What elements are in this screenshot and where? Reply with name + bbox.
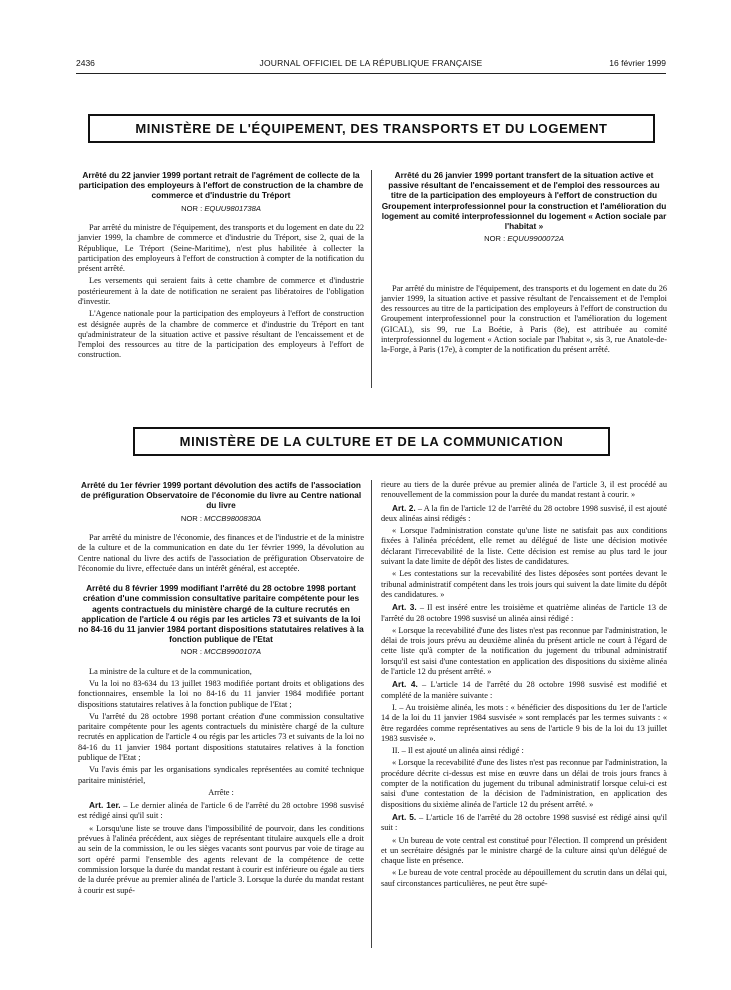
- paragraph: Par arrêté du ministre de l'équipement, des transports et du logement en date du 22 janvier 1999, la chambre de commerce et d'industrie du Tréport, sise 2, quai de la République, Le Tréport (Seine-Maritime), n'est plus habilitée à collecter la participation des employeurs à l'effort de construction à compter de la notification du présent arrêté.: [78, 222, 364, 274]
- column-left-culture: [78, 480, 364, 898]
- journal-title: JOURNAL OFFICIEL DE LA RÉPUBLIQUE FRANÇAISE: [259, 58, 483, 68]
- paragraph: II. – Il est ajouté un alinéa ainsi rédigé :: [392, 746, 524, 756]
- article-title: Arrêté du 1er février 1999 portant dévolution des actifs de l'association de préfiguration Observatoire de l'économie du livre au Centre national du livre: [80, 480, 362, 511]
- paragraph: Par arrêté du ministre de l'économie, des finances et de l'industrie et de la ministre de la culture et de la communication en date du 1er février 1999, la dévolution au Centre national du livre des actifs de l'association de préfiguration Observatoire de l'économie du livre, effectuée dans un intérêt général, est acceptée.: [78, 532, 364, 573]
- article-3: Art. 3. – Il est inséré entre les troisième et quatrième alinéas de l'article 13 de l'arrêté du 28 octobre 1998 susvisé un alinéa ainsi rédigé :: [381, 602, 667, 623]
- article-title: Arrêté du 22 janvier 1999 portant retrait de l'agrément de collecte de la participation des employeurs à l'effort de construction de la chambre de commerce et d'industrie du Tréport: [78, 170, 364, 201]
- ministry-banner-culture: MINISTÈRE DE LA CULTURE ET DE LA COMMUNICATION: [133, 427, 610, 456]
- ministry-banner-equipement: MINISTÈRE DE L'ÉQUIPEMENT, DES TRANSPORTS ET DU LOGEMENT: [88, 114, 655, 143]
- paragraph: Vu l'arrêté du 28 octobre 1998 portant création d'une commission consultative paritaire compétente pour les agents contractuels du ministère chargé de la culture recrutés en application de l'article 4 ou régis par les articles 73 et suivants de la loi no 84-16 du 11 janvier 1984 portant dispositions statutaires relatives à la fonction publique de l'Etat ;: [78, 711, 364, 762]
- paragraph: Vu l'avis émis par les organisations syndicales représentées au comité technique paritaire ministériel,: [78, 765, 364, 785]
- paragraph: Vu la loi no 83-634 du 13 juillet 1983 modifiée portant droits et obligations des fonctionnaires, ensemble la loi no 84-16 du 11 janvier 1984 modifiée portant dispositions statutaires relatives à la fonction publique de l'Etat ;: [78, 678, 364, 709]
- article-transfert-situation: [381, 170, 667, 358]
- issue-date: 16 février 1999: [609, 58, 666, 68]
- article-5: Art. 5. – L'article 16 de l'arrêté du 28 octobre 1998 susvisé est rédigé ainsi qu'il suit :: [381, 811, 668, 833]
- column-right-culture: [381, 480, 667, 891]
- article-title: Arrêté du 8 février 1999 modifiant l'arrêté du 28 octobre 1998 portant création d'une commission consultative paritaire compétente pour les agents contractuels du ministère chargé de la culture recrutés en application de l'article 4 ou régis par les articles 73 et suivants de la loi no 84-16 du 11 janvier 1984 portant dispositions statutaires relatives à la fonction publique de l'Etat: [78, 583, 364, 645]
- quote-paragraph: « Un bureau de vote central est constitué pour l'élection. Il comprend un président et un secrétaire désignés par le ministre chargé de la culture ainsi qu'un délégué de chaque liste en présence.: [381, 835, 667, 866]
- article-2: Art. 2. – A la fin de l'article 12 de l'arrêté du 28 octobre 1998 susvisé, il est ajouté deux alinéas ainsi rédigés :: [381, 502, 667, 523]
- page-number: 2436: [76, 58, 95, 68]
- paragraph: L'Agence nationale pour la participation des employeurs à l'effort de construction est désignée auprès de la chambre de commerce et d'industrie du Tréport en tant qu'administrateur de la situation active et passive résultant de l'encaissement et de l'emploi des ressources au titre de la participation des employeurs à l'effort de construction.: [78, 309, 364, 360]
- article-title: Arrêté du 26 janvier 1999 portant transfert de la situation active et passive résultant de l'encaissement et de l'emploi des ressources au titre de la participation des employeurs à l'effort de construction du Groupement interprofessionnel pour la construction et l'amélioration du logement au comité interprofessionnel du logement « Action sociale par l'habitat »: [381, 170, 667, 232]
- paragraph: Les versements qui seraient faits à cette chambre de commerce et d'industrie postérieurement à la date de notification ne seraient pas libératoires de l'obligation d'investir.: [78, 276, 364, 306]
- paragraph: Par arrêté du ministre de l'équipement, des transports et du logement en date du 26 janvier 1999, la situation active et passive résultant de l'encaissement et de l'emploi des ressources au titre de la participation des employeurs à l'effort de construction du Groupement interprofessionnel pour la construction et l'amélioration du logement (GICAL), sis 99, rue La Boétie, à Paris (8e), est attribuée au comité interprofessionnel du logement « Action sociale par l'habitat », sis 3, rue Anatole-de-la-Forge, à Paris (17e), à compter de la notification du présent arrêté.: [381, 283, 667, 355]
- quote-paragraph: « Lorsque la recevabilité d'une des listes n'est pas reconnue par l'administration, le délai de trois jours prévu au deuxième alinéa du présent article ne court à l'égard de cette liste qu'à compter de la notification du jugement du tribunal administratif lorsqu'il est saisi d'une contestation en application des dispositions du sixième alinéa de l'article 12 du présent arrêté. »: [381, 625, 667, 677]
- article-retrait-agrement: [78, 170, 364, 363]
- paragraph: I. – Au troisième alinéa, les mots : « bénéficier des dispositions du 1er de l'article 14 de la loi du 11 janvier 1984 susvisée » sont remplacés par les termes suivants : « être regardées comme représentatives au sens de l'article 9 bis de la loi du 13 juillet 1983 susvisée ».: [381, 702, 667, 743]
- quote-paragraph: « Le bureau de vote central procède au dépouillement du scrutin dans un délai qui, sauf circonstances particulières, ne peut être supé-: [381, 868, 667, 888]
- nor-reference: NOR : EQUU9801738A: [181, 203, 261, 213]
- quote-paragraph: « Les contestations sur la recevabilité des listes déposées sont portées devant le tribunal administratif compétent dans les trois jours qui suivent la date limite du dépôt des candidatures. »: [381, 569, 667, 599]
- article-1: Art. 1er. – Le dernier alinéa de l'article 6 de l'arrêté du 28 octobre 1998 susvisé est rédigé ainsi qu'il suit :: [78, 800, 364, 821]
- nor-reference: NOR : MCCB9800830A: [180, 513, 262, 523]
- quote-paragraph: « Lorsque l'administration constate qu'une liste ne satisfait pas aux conditions fixées à l'alinéa précédent, elle remet au délégué de liste une décision motivée déclarant l'irrecevabilité de la liste. Cette décision est remise au plus tard le jour suivant la date limite de dépôt des listes de candidatures.: [381, 526, 667, 567]
- paragraph: La ministre de la culture et de la communication,: [89, 666, 252, 676]
- header-rule: [76, 73, 666, 74]
- quote-paragraph: « Lorsque la recevabilité d'une des listes n'est pas reconnue par l'administration, la procédure décrite ci-dessus est mise en œuvre dans un délai de trois jours francs à compter de la notification du jugement du tribunal administratif lorsque celui-ci est saisi d'une contestation de la décision de l'administration, en application des dispositions du sixième alinéa de l'article 12 du présent arrêté. »: [381, 758, 667, 809]
- arrete-label: Arrête :: [208, 787, 234, 797]
- quote-paragraph: « Lorsqu'une liste se trouve dans l'impossibilité de pourvoir, dans les conditions prévues à l'alinéa précédent, aux sièges de représentant titulaire auxquels elle a droit au sein de la commission, le ou les sièges vacants sont pourvus par voie de tirage au sort opéré parmi l'ensemble des agents relevant de la compétence de cette commission lorsque la durée du mandat restant à courir est inférieure ou égale au tiers de la durée prévue au premier alinéa de l'article 3. Lorsque la durée du mandat restant à courir est supé-: [78, 823, 364, 895]
- article-4: Art. 4. – L'article 14 de l'arrêté du 28 octobre 1998 susvisé est modifié et complété de la manière suivante :: [381, 679, 667, 700]
- nor-reference: NOR : EQUU9900072A: [484, 234, 564, 244]
- nor-reference: NOR : MCCB9900107A: [180, 647, 262, 657]
- column-divider: [371, 170, 372, 388]
- paragraph-continued: rieure au tiers de la durée prévue au premier alinéa de l'article 3, il est procédé au renouvellement de la commission pour la durée du mandat restant à courir. »: [381, 480, 667, 500]
- column-divider: [371, 480, 372, 948]
- page-header: [76, 58, 666, 72]
